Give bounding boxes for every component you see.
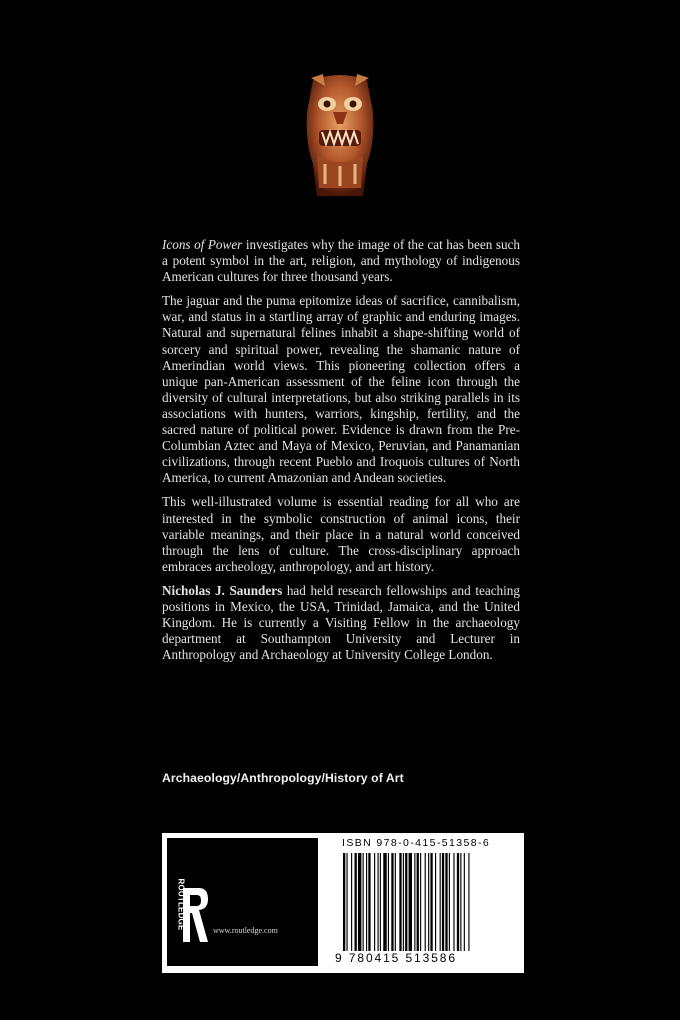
barcode-bar	[403, 853, 404, 951]
barcode-bar	[366, 853, 367, 951]
barcode-bar	[430, 853, 432, 951]
barcode-bar	[351, 853, 352, 951]
barcode-bar	[380, 853, 381, 951]
barcode-bar	[405, 853, 407, 951]
barcode-bar	[428, 853, 429, 951]
author-bio: Nicholas J. Saunders had held research fellowships and teaching positions in Mexico, the USA, Trinidad, Jamaica, and the United Kingdom. He is currently a Visiting Fellow in the archaeology department at Southampton University and Lecturer in Anthropology and Archaeology at University College London.	[162, 582, 520, 663]
publisher-website: www.routledge.com	[213, 926, 278, 935]
barcode-bar	[343, 853, 345, 951]
barcode-bar	[440, 853, 441, 951]
barcode-bar	[457, 853, 459, 951]
feline-figurine-image	[303, 72, 377, 196]
barcode-bar	[417, 853, 419, 951]
isbn-label: ISBN 978-0-415-51358-6	[342, 837, 491, 849]
barcode-bar	[449, 853, 450, 951]
barcode-bar	[363, 853, 364, 951]
barcode-bar	[435, 853, 436, 951]
barcode-bar	[445, 853, 447, 951]
author-name: Nicholas J. Saunders	[162, 582, 283, 598]
barcode-bar	[460, 853, 461, 951]
barcode-bar	[395, 853, 396, 951]
barcode-bar	[442, 853, 444, 951]
blurb-paragraph-intro: Icons of Power investigates why the image of the cat has been such a potent symbol in the art, religion, and mythology of indigenous American cultures for three thousand years.	[162, 237, 520, 285]
barcode-bar	[409, 853, 412, 951]
book-title: Icons of Power	[162, 237, 243, 252]
barcode-bar	[414, 853, 415, 951]
barcode-bar	[388, 853, 389, 951]
barcode-bar	[355, 853, 357, 951]
barcode-bar	[420, 853, 421, 951]
barcode-bar	[453, 853, 454, 951]
barcode-panel	[162, 833, 524, 973]
barcode-bar	[464, 853, 465, 951]
barcode-bar	[378, 853, 379, 951]
publisher-name: ROUTLEDGE	[176, 878, 186, 931]
barcode-bar	[368, 853, 370, 951]
ean-digits: 9 780415 513586	[335, 951, 457, 965]
blurb-text	[162, 237, 520, 671]
barcode-bar	[425, 853, 426, 951]
barcode-bar	[346, 853, 347, 951]
barcode-bar	[468, 853, 469, 951]
barcode	[341, 853, 517, 951]
barcode-bar	[399, 853, 401, 951]
publisher-panel	[167, 838, 318, 966]
blurb-paragraph-audience: This well-illustrated volume is essential reading for all who are interested in the symbolic construction of animal icons, their variable meanings, and their place in a natural world conceived through the lens of culture. The cross-disciplinary approach embraces archeology, anthropology, and art history.	[162, 494, 520, 574]
barcode-bar	[358, 853, 361, 951]
barcode-bar	[391, 853, 393, 951]
barcode-bar	[374, 853, 375, 951]
subject-category: Archaeology/Anthropology/History of Art	[162, 771, 404, 785]
blurb-paragraph-description: The jaguar and the puma epitomize ideas of sacrifice, cannibalism, war, and status in a startling array of graphic and enduring images. Natural and supernatural felines inhabit a shape-shifting world of sorcery and spiritual power, revealing the shamanic nature of Amerindian world views. This pioneering collection offers a unique pan-American assessment of the feline icon through the diversity of cultural interpretations, but also striking parallels in its associations with hunters, warriors, kingship, fertility, and the sacred nature of political power. Evidence is drawn from the Pre-Columbian Aztec and Maya of Mexico, Peruvian, and Panamanian civilizations, through recent Pueblo and Iroquois cultures of North America, to current Amazonian and Andean societies.	[162, 293, 520, 486]
barcode-bar	[383, 853, 386, 951]
